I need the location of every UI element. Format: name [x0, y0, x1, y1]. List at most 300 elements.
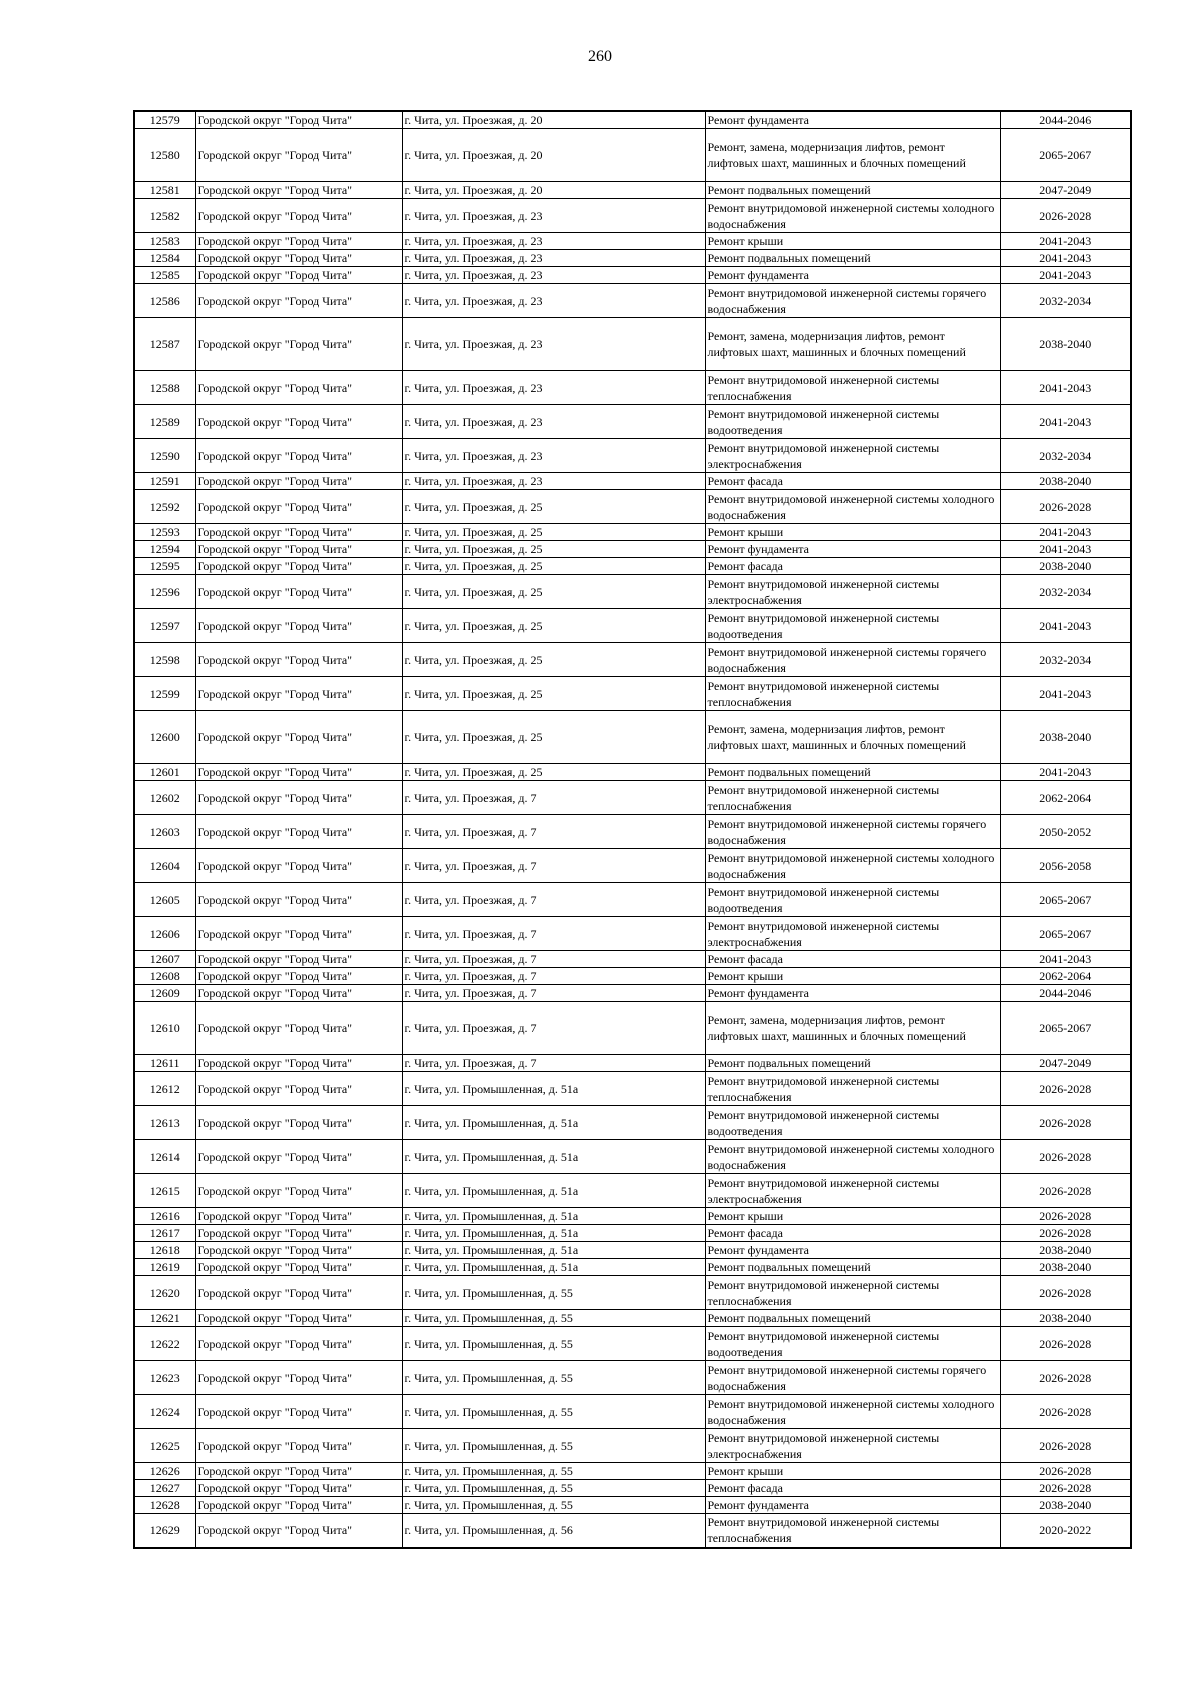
work-type-cell: Ремонт внутридомовой инженерной системы холодного водоснабжения [705, 1395, 1000, 1429]
district-cell: Городской округ "Город Чита" [195, 371, 402, 405]
row-number-cell: 12610 [134, 1002, 195, 1055]
district-cell: Городской округ "Город Чита" [195, 1225, 402, 1242]
period-cell: 2041-2043 [1000, 541, 1131, 558]
district-cell: Городской округ "Город Чита" [195, 1429, 402, 1463]
district-cell: Городской округ "Город Чита" [195, 250, 402, 267]
work-type-cell: Ремонт фундамента [705, 1242, 1000, 1259]
table-row [134, 1429, 1131, 1463]
address-cell: г. Чита, ул. Проезжая, д. 20 [402, 111, 705, 129]
row-number-cell: 12584 [134, 250, 195, 267]
row-number-cell: 12608 [134, 968, 195, 985]
period-cell: 2065-2067 [1000, 129, 1131, 182]
address-cell: г. Чита, ул. Промышленная, д. 55 [402, 1327, 705, 1361]
row-number-cell: 12585 [134, 267, 195, 284]
district-cell: Городской округ "Город Чита" [195, 284, 402, 318]
district-cell: Городской округ "Город Чита" [195, 199, 402, 233]
table-row [134, 1106, 1131, 1140]
work-type-cell: Ремонт внутридомовой инженерной системы холодного водоснабжения [705, 1140, 1000, 1174]
district-cell: Городской округ "Город Чита" [195, 405, 402, 439]
period-cell: 2026-2028 [1000, 490, 1131, 524]
work-type-cell: Ремонт внутридомовой инженерной системы электроснабжения [705, 917, 1000, 951]
work-type-cell: Ремонт внутридомовой инженерной системы холодного водоснабжения [705, 849, 1000, 883]
period-cell: 2026-2028 [1000, 1463, 1131, 1480]
address-cell: г. Чита, ул. Проезжая, д. 25 [402, 677, 705, 711]
period-cell: 2038-2040 [1000, 711, 1131, 764]
work-type-cell: Ремонт фундамента [705, 111, 1000, 129]
table-row [134, 609, 1131, 643]
district-cell: Городской округ "Город Чита" [195, 1463, 402, 1480]
period-cell: 2041-2043 [1000, 764, 1131, 781]
district-cell: Городской округ "Город Чита" [195, 1514, 402, 1548]
period-cell: 2026-2028 [1000, 1174, 1131, 1208]
district-cell: Городской округ "Город Чита" [195, 575, 402, 609]
work-type-cell: Ремонт внутридомовой инженерной системы водоотведения [705, 405, 1000, 439]
address-cell: г. Чита, ул. Промышленная, д. 51а [402, 1225, 705, 1242]
row-number-cell: 12602 [134, 781, 195, 815]
address-cell: г. Чита, ул. Проезжая, д. 25 [402, 609, 705, 643]
work-type-cell: Ремонт внутридомовой инженерной системы теплоснабжения [705, 1072, 1000, 1106]
table-row [134, 1072, 1131, 1106]
table-row [134, 267, 1131, 284]
row-number-cell: 12628 [134, 1497, 195, 1514]
work-type-cell: Ремонт внутридомовой инженерной системы теплоснабжения [705, 371, 1000, 405]
row-number-cell: 12586 [134, 284, 195, 318]
work-type-cell: Ремонт фасада [705, 951, 1000, 968]
row-number-cell: 12605 [134, 883, 195, 917]
address-cell: г. Чита, ул. Проезжая, д. 23 [402, 371, 705, 405]
address-cell: г. Чита, ул. Промышленная, д. 55 [402, 1361, 705, 1395]
table-row [134, 1395, 1131, 1429]
period-cell: 2065-2067 [1000, 917, 1131, 951]
period-cell: 2041-2043 [1000, 250, 1131, 267]
table-row [134, 677, 1131, 711]
address-cell: г. Чита, ул. Проезжая, д. 7 [402, 951, 705, 968]
address-cell: г. Чита, ул. Проезжая, д. 25 [402, 764, 705, 781]
district-cell: Городской округ "Город Чита" [195, 1242, 402, 1259]
district-cell: Городской округ "Город Чита" [195, 643, 402, 677]
period-cell: 2041-2043 [1000, 677, 1131, 711]
row-number-cell: 12611 [134, 1055, 195, 1072]
period-cell: 2038-2040 [1000, 1259, 1131, 1276]
address-cell: г. Чита, ул. Промышленная, д. 55 [402, 1463, 705, 1480]
table-row [134, 1002, 1131, 1055]
district-cell: Городской округ "Город Чита" [195, 129, 402, 182]
district-cell: Городской округ "Город Чита" [195, 1140, 402, 1174]
table-row [134, 1276, 1131, 1310]
row-number-cell: 12593 [134, 524, 195, 541]
row-number-cell: 12607 [134, 951, 195, 968]
table-row [134, 233, 1131, 250]
table-row [134, 1225, 1131, 1242]
district-cell: Городской округ "Город Чита" [195, 1055, 402, 1072]
district-cell: Городской округ "Город Чита" [195, 439, 402, 473]
work-type-cell: Ремонт фундамента [705, 985, 1000, 1002]
row-number-cell: 12604 [134, 849, 195, 883]
table-row [134, 371, 1131, 405]
work-type-cell: Ремонт, замена, модернизация лифтов, ремонт лифтовых шахт, машинных и блочных помещений [705, 1002, 1000, 1055]
work-type-cell: Ремонт внутридомовой инженерной системы электроснабжения [705, 1174, 1000, 1208]
district-cell: Городской округ "Город Чита" [195, 764, 402, 781]
district-cell: Городской округ "Город Чита" [195, 849, 402, 883]
period-cell: 2062-2064 [1000, 968, 1131, 985]
district-cell: Городской округ "Город Чита" [195, 677, 402, 711]
address-cell: г. Чита, ул. Промышленная, д. 55 [402, 1429, 705, 1463]
address-cell: г. Чита, ул. Проезжая, д. 23 [402, 405, 705, 439]
period-cell: 2038-2040 [1000, 1497, 1131, 1514]
row-number-cell: 12613 [134, 1106, 195, 1140]
work-type-cell: Ремонт внутридомовой инженерной системы электроснабжения [705, 1429, 1000, 1463]
work-type-cell: Ремонт внутридомовой инженерной системы горячего водоснабжения [705, 643, 1000, 677]
table-row [134, 541, 1131, 558]
district-cell: Городской округ "Город Чита" [195, 1327, 402, 1361]
address-cell: г. Чита, ул. Проезжая, д. 7 [402, 1002, 705, 1055]
row-number-cell: 12587 [134, 318, 195, 371]
district-cell: Городской округ "Город Чита" [195, 1276, 402, 1310]
district-cell: Городской округ "Город Чита" [195, 182, 402, 199]
table-row [134, 199, 1131, 233]
table-row [134, 764, 1131, 781]
repair-schedule-table [133, 110, 1132, 1549]
address-cell: г. Чита, ул. Проезжая, д. 23 [402, 284, 705, 318]
work-type-cell: Ремонт внутридомовой инженерной системы холодного водоснабжения [705, 199, 1000, 233]
period-cell: 2044-2046 [1000, 111, 1131, 129]
address-cell: г. Чита, ул. Проезжая, д. 20 [402, 182, 705, 199]
table-row [134, 1361, 1131, 1395]
row-number-cell: 12601 [134, 764, 195, 781]
row-number-cell: 12624 [134, 1395, 195, 1429]
table-row [134, 405, 1131, 439]
row-number-cell: 12614 [134, 1140, 195, 1174]
row-number-cell: 12588 [134, 371, 195, 405]
address-cell: г. Чита, ул. Проезжая, д. 25 [402, 524, 705, 541]
address-cell: г. Чита, ул. Проезжая, д. 25 [402, 711, 705, 764]
work-type-cell: Ремонт подвальных помещений [705, 182, 1000, 199]
address-cell: г. Чита, ул. Проезжая, д. 7 [402, 849, 705, 883]
work-type-cell: Ремонт крыши [705, 1208, 1000, 1225]
work-type-cell: Ремонт внутридомовой инженерной системы холодного водоснабжения [705, 490, 1000, 524]
period-cell: 2044-2046 [1000, 985, 1131, 1002]
row-number-cell: 12591 [134, 473, 195, 490]
district-cell: Городской округ "Город Чита" [195, 111, 402, 129]
address-cell: г. Чита, ул. Промышленная, д. 51а [402, 1072, 705, 1106]
work-type-cell: Ремонт подвальных помещений [705, 1055, 1000, 1072]
table-row [134, 318, 1131, 371]
work-type-cell: Ремонт внутридомовой инженерной системы водоотведения [705, 1327, 1000, 1361]
period-cell: 2065-2067 [1000, 883, 1131, 917]
period-cell: 2032-2034 [1000, 284, 1131, 318]
address-cell: г. Чита, ул. Проезжая, д. 25 [402, 490, 705, 524]
address-cell: г. Чита, ул. Проезжая, д. 25 [402, 575, 705, 609]
work-type-cell: Ремонт подвальных помещений [705, 1310, 1000, 1327]
address-cell: г. Чита, ул. Промышленная, д. 51а [402, 1174, 705, 1208]
row-number-cell: 12598 [134, 643, 195, 677]
work-type-cell: Ремонт фасада [705, 1480, 1000, 1497]
table-row [134, 1480, 1131, 1497]
district-cell: Городской округ "Город Чита" [195, 985, 402, 1002]
work-type-cell: Ремонт крыши [705, 968, 1000, 985]
table-row [134, 473, 1131, 490]
district-cell: Городской округ "Город Чита" [195, 1310, 402, 1327]
work-type-cell: Ремонт внутридомовой инженерной системы горячего водоснабжения [705, 284, 1000, 318]
row-number-cell: 12582 [134, 199, 195, 233]
address-cell: г. Чита, ул. Проезжая, д. 7 [402, 968, 705, 985]
work-type-cell: Ремонт внутридомовой инженерной системы горячего водоснабжения [705, 815, 1000, 849]
address-cell: г. Чита, ул. Проезжая, д. 7 [402, 985, 705, 1002]
district-cell: Городской округ "Город Чита" [195, 1208, 402, 1225]
period-cell: 2026-2028 [1000, 1072, 1131, 1106]
row-number-cell: 12612 [134, 1072, 195, 1106]
district-cell: Городской округ "Город Чита" [195, 917, 402, 951]
period-cell: 2038-2040 [1000, 318, 1131, 371]
table-row [134, 558, 1131, 575]
district-cell: Городской округ "Город Чита" [195, 883, 402, 917]
period-cell: 2041-2043 [1000, 233, 1131, 250]
work-type-cell: Ремонт крыши [705, 1463, 1000, 1480]
period-cell: 2038-2040 [1000, 1310, 1131, 1327]
address-cell: г. Чита, ул. Проезжая, д. 20 [402, 129, 705, 182]
district-cell: Городской округ "Город Чита" [195, 558, 402, 575]
district-cell: Городской округ "Город Чита" [195, 711, 402, 764]
district-cell: Городской округ "Город Чита" [195, 541, 402, 558]
district-cell: Городской округ "Город Чита" [195, 1497, 402, 1514]
period-cell: 2026-2028 [1000, 1276, 1131, 1310]
address-cell: г. Чита, ул. Промышленная, д. 55 [402, 1276, 705, 1310]
work-type-cell: Ремонт крыши [705, 233, 1000, 250]
row-number-cell: 12616 [134, 1208, 195, 1225]
period-cell: 2041-2043 [1000, 951, 1131, 968]
row-number-cell: 12618 [134, 1242, 195, 1259]
period-cell: 2026-2028 [1000, 1225, 1131, 1242]
table-row [134, 883, 1131, 917]
address-cell: г. Чита, ул. Проезжая, д. 7 [402, 917, 705, 951]
row-number-cell: 12592 [134, 490, 195, 524]
table-row [134, 1140, 1131, 1174]
district-cell: Городской округ "Город Чита" [195, 968, 402, 985]
row-number-cell: 12596 [134, 575, 195, 609]
period-cell: 2026-2028 [1000, 1327, 1131, 1361]
row-number-cell: 12621 [134, 1310, 195, 1327]
period-cell: 2032-2034 [1000, 439, 1131, 473]
period-cell: 2032-2034 [1000, 575, 1131, 609]
period-cell: 2062-2064 [1000, 781, 1131, 815]
work-type-cell: Ремонт, замена, модернизация лифтов, ремонт лифтовых шахт, машинных и блочных помещений [705, 318, 1000, 371]
row-number-cell: 12615 [134, 1174, 195, 1208]
table-row [134, 284, 1131, 318]
work-type-cell: Ремонт фундамента [705, 1497, 1000, 1514]
district-cell: Городской округ "Город Чита" [195, 1174, 402, 1208]
address-cell: г. Чита, ул. Промышленная, д. 56 [402, 1514, 705, 1548]
table-row [134, 968, 1131, 985]
period-cell: 2026-2028 [1000, 1395, 1131, 1429]
row-number-cell: 12603 [134, 815, 195, 849]
period-cell: 2026-2028 [1000, 1429, 1131, 1463]
row-number-cell: 12600 [134, 711, 195, 764]
row-number-cell: 12627 [134, 1480, 195, 1497]
address-cell: г. Чита, ул. Проезжая, д. 23 [402, 318, 705, 371]
table-body [134, 111, 1131, 1548]
table-row [134, 250, 1131, 267]
row-number-cell: 12609 [134, 985, 195, 1002]
row-number-cell: 12623 [134, 1361, 195, 1395]
row-number-cell: 12594 [134, 541, 195, 558]
period-cell: 2026-2028 [1000, 1361, 1131, 1395]
district-cell: Городской округ "Город Чита" [195, 1002, 402, 1055]
district-cell: Городской округ "Город Чита" [195, 318, 402, 371]
period-cell: 2032-2034 [1000, 643, 1131, 677]
period-cell: 2065-2067 [1000, 1002, 1131, 1055]
row-number-cell: 12581 [134, 182, 195, 199]
row-number-cell: 12622 [134, 1327, 195, 1361]
period-cell: 2026-2028 [1000, 1480, 1131, 1497]
address-cell: г. Чита, ул. Промышленная, д. 51а [402, 1242, 705, 1259]
period-cell: 2056-2058 [1000, 849, 1131, 883]
table-row [134, 643, 1131, 677]
address-cell: г. Чита, ул. Проезжая, д. 23 [402, 473, 705, 490]
table-row [134, 1497, 1131, 1514]
row-number-cell: 12629 [134, 1514, 195, 1548]
address-cell: г. Чита, ул. Проезжая, д. 25 [402, 558, 705, 575]
period-cell: 2041-2043 [1000, 405, 1131, 439]
period-cell: 2020-2022 [1000, 1514, 1131, 1548]
address-cell: г. Чита, ул. Проезжая, д. 23 [402, 199, 705, 233]
work-type-cell: Ремонт внутридомовой инженерной системы электроснабжения [705, 439, 1000, 473]
table-row [134, 985, 1131, 1002]
row-number-cell: 12579 [134, 111, 195, 129]
work-type-cell: Ремонт фасада [705, 558, 1000, 575]
table-row [134, 1174, 1131, 1208]
address-cell: г. Чита, ул. Промышленная, д. 55 [402, 1497, 705, 1514]
period-cell: 2038-2040 [1000, 1242, 1131, 1259]
work-type-cell: Ремонт подвальных помещений [705, 250, 1000, 267]
period-cell: 2047-2049 [1000, 182, 1131, 199]
district-cell: Городской округ "Город Чита" [195, 1361, 402, 1395]
table-row [134, 182, 1131, 199]
table-row [134, 1242, 1131, 1259]
district-cell: Городской округ "Город Чита" [195, 1072, 402, 1106]
table-row [134, 951, 1131, 968]
district-cell: Городской округ "Город Чита" [195, 609, 402, 643]
period-cell: 2026-2028 [1000, 1106, 1131, 1140]
table-row [134, 1327, 1131, 1361]
row-number-cell: 12606 [134, 917, 195, 951]
address-cell: г. Чита, ул. Промышленная, д. 51а [402, 1106, 705, 1140]
address-cell: г. Чита, ул. Промышленная, д. 55 [402, 1310, 705, 1327]
district-cell: Городской округ "Город Чита" [195, 233, 402, 250]
table-row [134, 1514, 1131, 1548]
period-cell: 2050-2052 [1000, 815, 1131, 849]
table-row [134, 524, 1131, 541]
address-cell: г. Чита, ул. Проезжая, д. 23 [402, 233, 705, 250]
work-type-cell: Ремонт внутридомовой инженерной системы водоотведения [705, 609, 1000, 643]
work-type-cell: Ремонт внутридомовой инженерной системы электроснабжения [705, 575, 1000, 609]
table-row [134, 439, 1131, 473]
work-type-cell: Ремонт внутридомовой инженерной системы водоотведения [705, 1106, 1000, 1140]
work-type-cell: Ремонт подвальных помещений [705, 1259, 1000, 1276]
row-number-cell: 12595 [134, 558, 195, 575]
address-cell: г. Чита, ул. Промышленная, д. 51а [402, 1208, 705, 1225]
period-cell: 2026-2028 [1000, 1208, 1131, 1225]
address-cell: г. Чита, ул. Проезжая, д. 7 [402, 815, 705, 849]
district-cell: Городской округ "Город Чита" [195, 1259, 402, 1276]
row-number-cell: 12590 [134, 439, 195, 473]
table-row [134, 490, 1131, 524]
row-number-cell: 12617 [134, 1225, 195, 1242]
row-number-cell: 12597 [134, 609, 195, 643]
address-cell: г. Чита, ул. Проезжая, д. 23 [402, 250, 705, 267]
work-type-cell: Ремонт фасада [705, 1225, 1000, 1242]
period-cell: 2038-2040 [1000, 473, 1131, 490]
work-type-cell: Ремонт подвальных помещений [705, 764, 1000, 781]
district-cell: Городской округ "Город Чита" [195, 951, 402, 968]
row-number-cell: 12626 [134, 1463, 195, 1480]
table-row [134, 711, 1131, 764]
district-cell: Городской округ "Город Чита" [195, 524, 402, 541]
address-cell: г. Чита, ул. Проезжая, д. 23 [402, 439, 705, 473]
work-type-cell: Ремонт фасада [705, 473, 1000, 490]
address-cell: г. Чита, ул. Промышленная, д. 51а [402, 1259, 705, 1276]
district-cell: Городской округ "Город Чита" [195, 1106, 402, 1140]
row-number-cell: 12619 [134, 1259, 195, 1276]
table-row [134, 781, 1131, 815]
table-row [134, 129, 1131, 182]
address-cell: г. Чита, ул. Проезжая, д. 7 [402, 883, 705, 917]
period-cell: 2038-2040 [1000, 558, 1131, 575]
row-number-cell: 12599 [134, 677, 195, 711]
table-row [134, 917, 1131, 951]
table-row [134, 1463, 1131, 1480]
table-row [134, 1208, 1131, 1225]
work-type-cell: Ремонт внутридомовой инженерной системы теплоснабжения [705, 1276, 1000, 1310]
work-type-cell: Ремонт внутридомовой инженерной системы теплоснабжения [705, 1514, 1000, 1548]
district-cell: Городской округ "Город Чита" [195, 490, 402, 524]
period-cell: 2041-2043 [1000, 371, 1131, 405]
address-cell: г. Чита, ул. Промышленная, д. 55 [402, 1480, 705, 1497]
work-type-cell: Ремонт фундамента [705, 541, 1000, 558]
address-cell: г. Чита, ул. Промышленная, д. 55 [402, 1395, 705, 1429]
work-type-cell: Ремонт, замена, модернизация лифтов, ремонт лифтовых шахт, машинных и блочных помещений [705, 711, 1000, 764]
district-cell: Городской округ "Город Чита" [195, 781, 402, 815]
period-cell: 2047-2049 [1000, 1055, 1131, 1072]
address-cell: г. Чита, ул. Проезжая, д. 7 [402, 1055, 705, 1072]
work-type-cell: Ремонт крыши [705, 524, 1000, 541]
district-cell: Городской округ "Город Чита" [195, 1480, 402, 1497]
address-cell: г. Чита, ул. Проезжая, д. 23 [402, 267, 705, 284]
row-number-cell: 12625 [134, 1429, 195, 1463]
table-row [134, 1310, 1131, 1327]
table-row [134, 575, 1131, 609]
table-row [134, 1259, 1131, 1276]
work-type-cell: Ремонт внутридомовой инженерной системы водоотведения [705, 883, 1000, 917]
page-number: 260 [588, 48, 612, 65]
work-type-cell: Ремонт фундамента [705, 267, 1000, 284]
address-cell: г. Чита, ул. Промышленная, д. 51а [402, 1140, 705, 1174]
address-cell: г. Чита, ул. Проезжая, д. 25 [402, 643, 705, 677]
table-row [134, 111, 1131, 129]
work-type-cell: Ремонт внутридомовой инженерной системы теплоснабжения [705, 677, 1000, 711]
district-cell: Городской округ "Город Чита" [195, 1395, 402, 1429]
row-number-cell: 12620 [134, 1276, 195, 1310]
table-row [134, 815, 1131, 849]
district-cell: Городской округ "Город Чита" [195, 815, 402, 849]
work-type-cell: Ремонт внутридомовой инженерной системы горячего водоснабжения [705, 1361, 1000, 1395]
row-number-cell: 12583 [134, 233, 195, 250]
work-type-cell: Ремонт, замена, модернизация лифтов, ремонт лифтовых шахт, машинных и блочных помещений [705, 129, 1000, 182]
district-cell: Городской округ "Город Чита" [195, 267, 402, 284]
address-cell: г. Чита, ул. Проезжая, д. 7 [402, 781, 705, 815]
period-cell: 2041-2043 [1000, 609, 1131, 643]
row-number-cell: 12580 [134, 129, 195, 182]
period-cell: 2026-2028 [1000, 199, 1131, 233]
